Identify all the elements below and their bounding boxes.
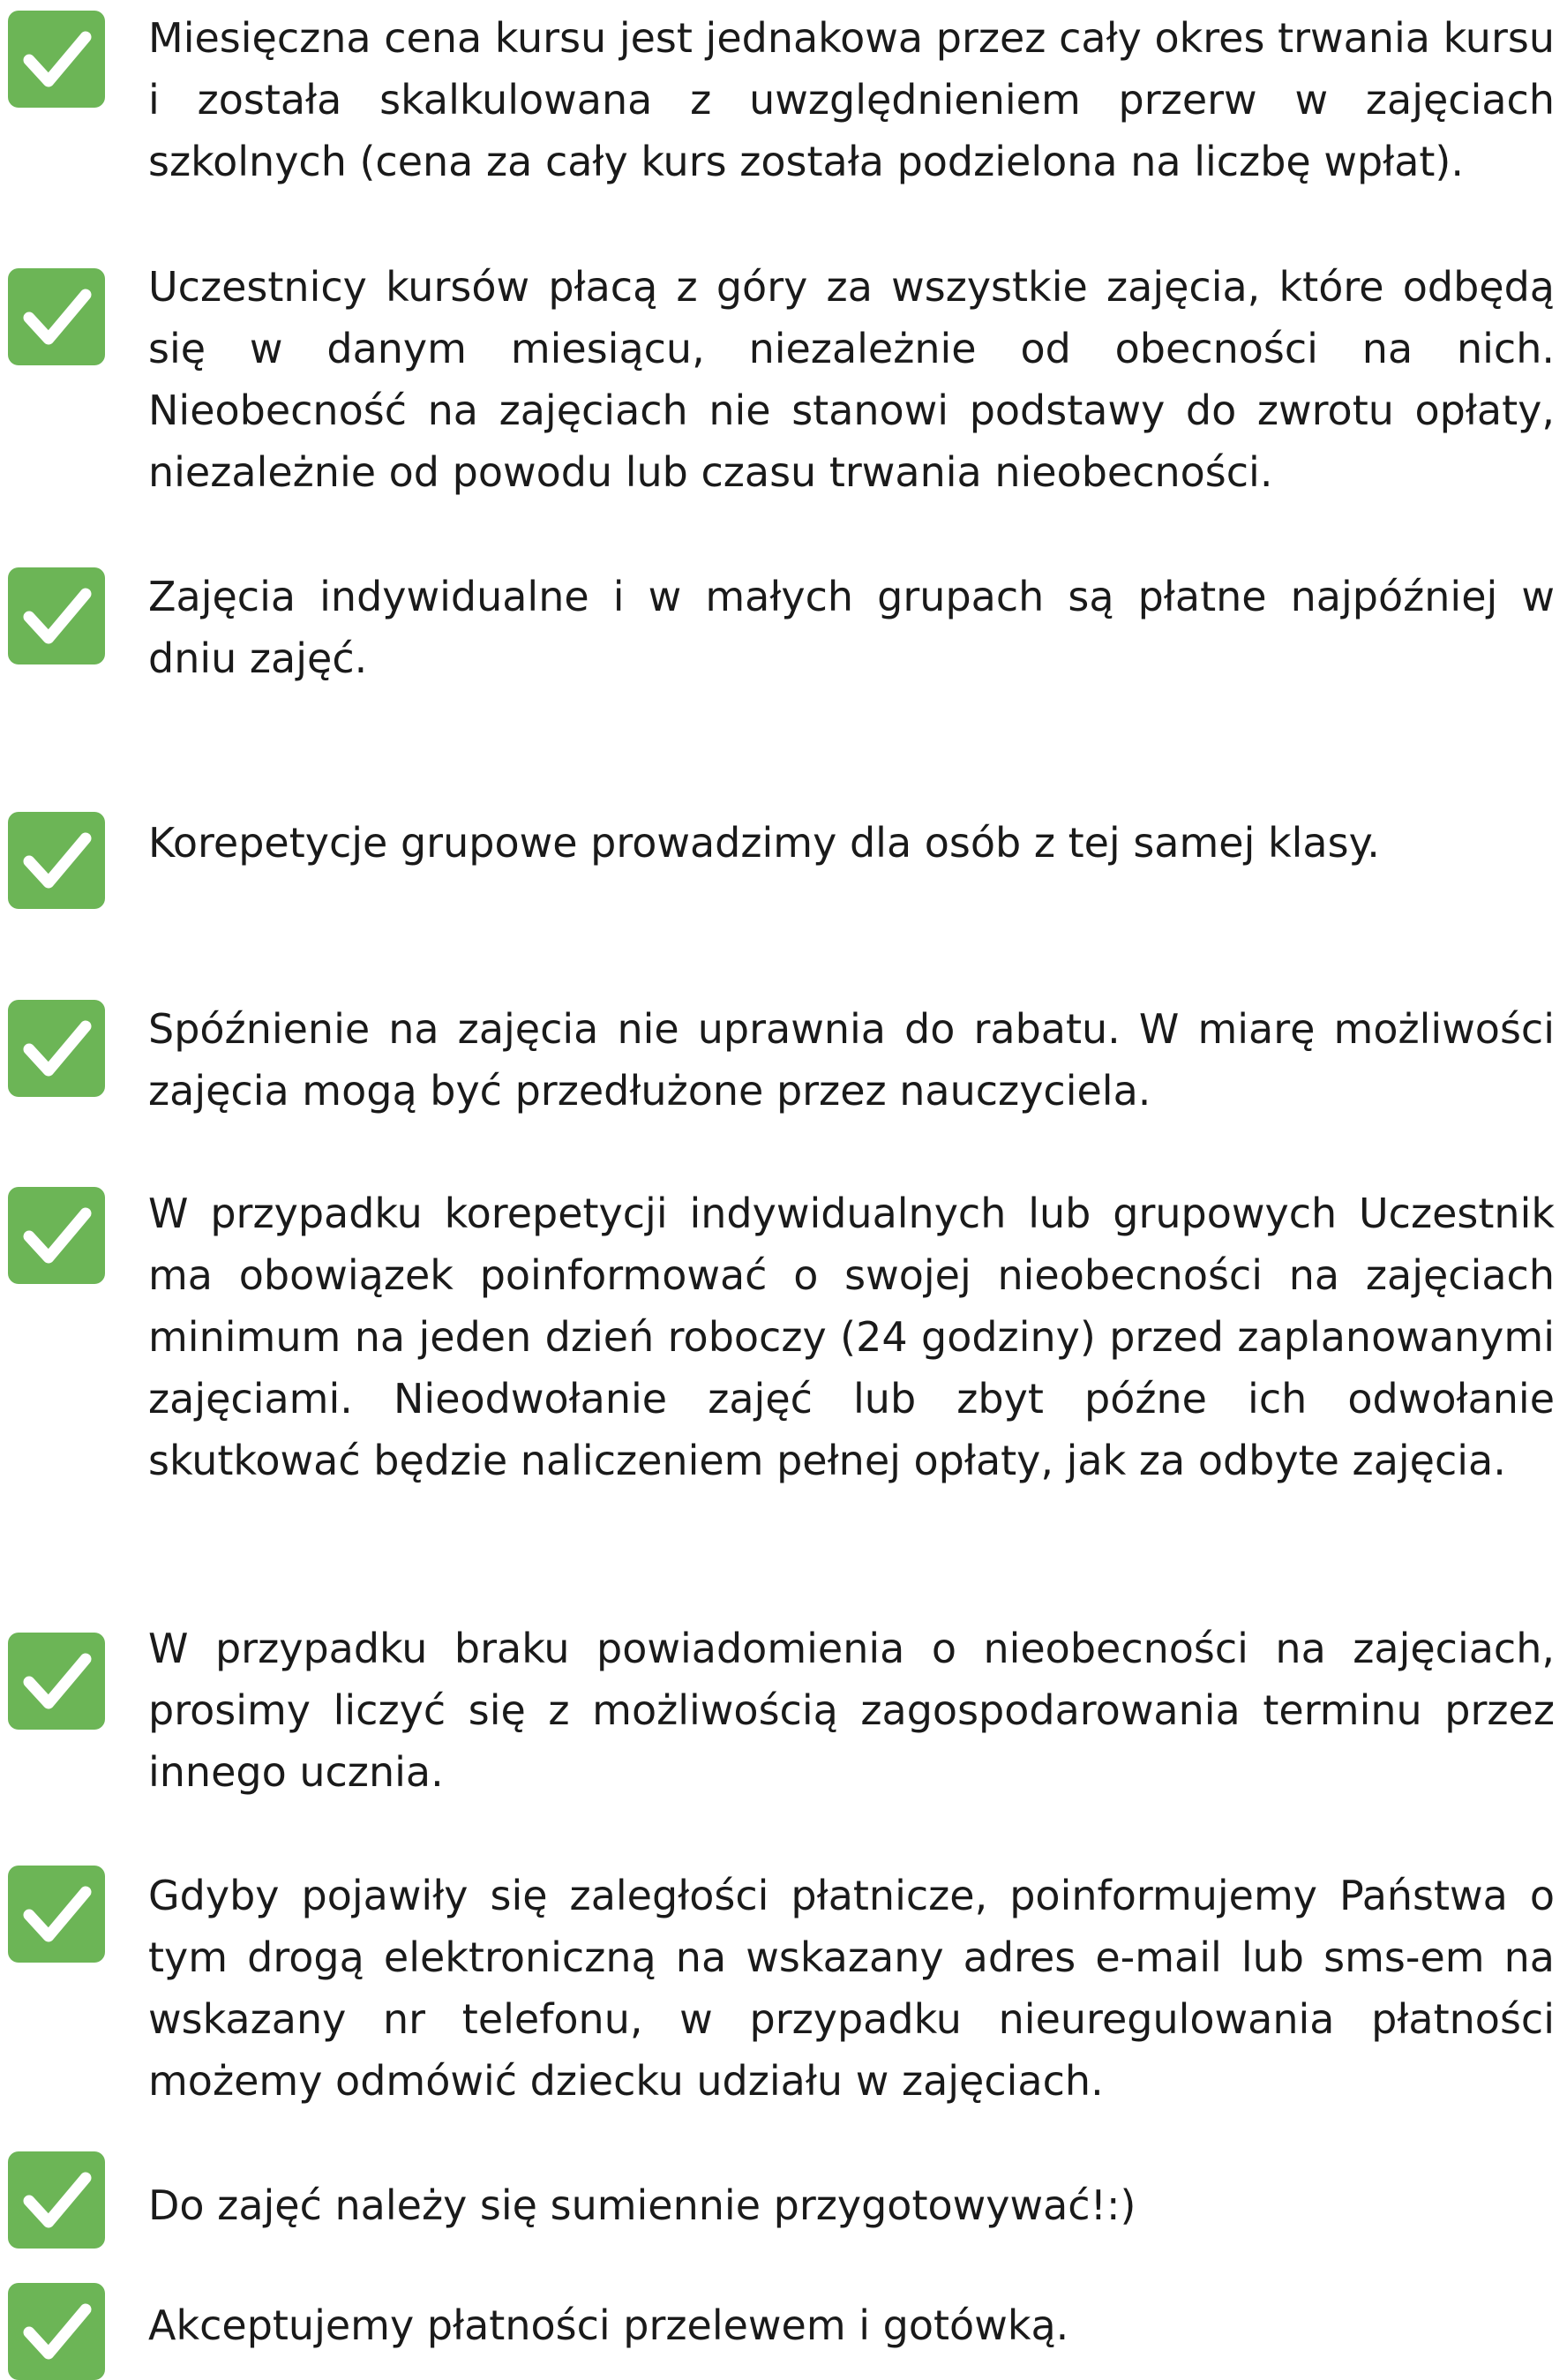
list-item-text: Miesięczna cena kursu jest jednakowa przez cały okres trwania kursu i została skalkulowana z uwzględnieniem przerw w zajęciach szkolnych (cena za cały kurs została podzielona na liczbę wpłat). xyxy=(148,14,1555,185)
list-item-text: Akceptujemy płatności przelewem i gotówką. xyxy=(148,2301,1069,2349)
check-mark-icon xyxy=(8,11,105,108)
check-mark-icon xyxy=(8,1187,105,1284)
list-item-text: W przypadku korepetycji indywidualnych lub grupowych Uczestnik ma obowiązek poinformować o swojej nieobecności na zajęciach minimum na jeden dzień roboczy (24 godziny) przed zaplanowanymi zajęciami. Nieodwołanie zajęć lub zbyt późne ich odwołanie skutkować będzie naliczeniem pełnej opłaty, jak za odbyte zajęcia. xyxy=(148,1190,1555,1484)
check-mark-icon xyxy=(8,1866,105,1963)
check-mark-icon xyxy=(8,268,105,365)
list-item-text: Do zajęć należy się sumiennie przygotowywać!:) xyxy=(148,2181,1136,2229)
list-item-text: Korepetycje grupowe prowadzimy dla osób z tej samej klasy. xyxy=(148,819,1380,867)
list-item-text: Spóźnienie na zajęcia nie uprawnia do rabatu. W miarę możliwości zajęcia mogą być przedłużone przez nauczyciela. xyxy=(148,1005,1555,1115)
check-mark-icon xyxy=(8,2151,105,2249)
list-item-text: W przypadku braku powiadomienia o nieobecności na zajęciach, prosimy liczyć się z możliwością zagospodarowania terminu przez innego ucznia. xyxy=(148,1625,1555,1796)
list-item-text: Gdyby pojawiły się zaległości płatnicze, poinformujemy Państwa o tym drogą elektroniczną na wskazany adres e-mail lub sms-em na wskazany nr telefonu, w przypadku nieuregulowania płatności możemy odmówić dziecku udziału w zajęciach. xyxy=(148,1872,1555,2105)
check-mark-icon xyxy=(8,1000,105,1097)
check-mark-icon xyxy=(8,2283,105,2380)
check-mark-icon xyxy=(8,1633,105,1730)
check-mark-icon xyxy=(8,567,105,664)
check-mark-icon xyxy=(8,812,105,909)
list-item-text: Uczestnicy kursów płacą z góry za wszystkie zajęcia, które odbędą się w danym miesiącu, niezależnie od obecności na nich. Nieobecność na zajęciach nie stanowi podstawy do zwrotu opłaty, niezależnie od powodu lub czasu trwania nieobecności. xyxy=(148,263,1555,496)
list-item-text: Zajęcia indywidualne i w małych grupach są płatne najpóźniej w dniu zajęć. xyxy=(148,573,1555,682)
